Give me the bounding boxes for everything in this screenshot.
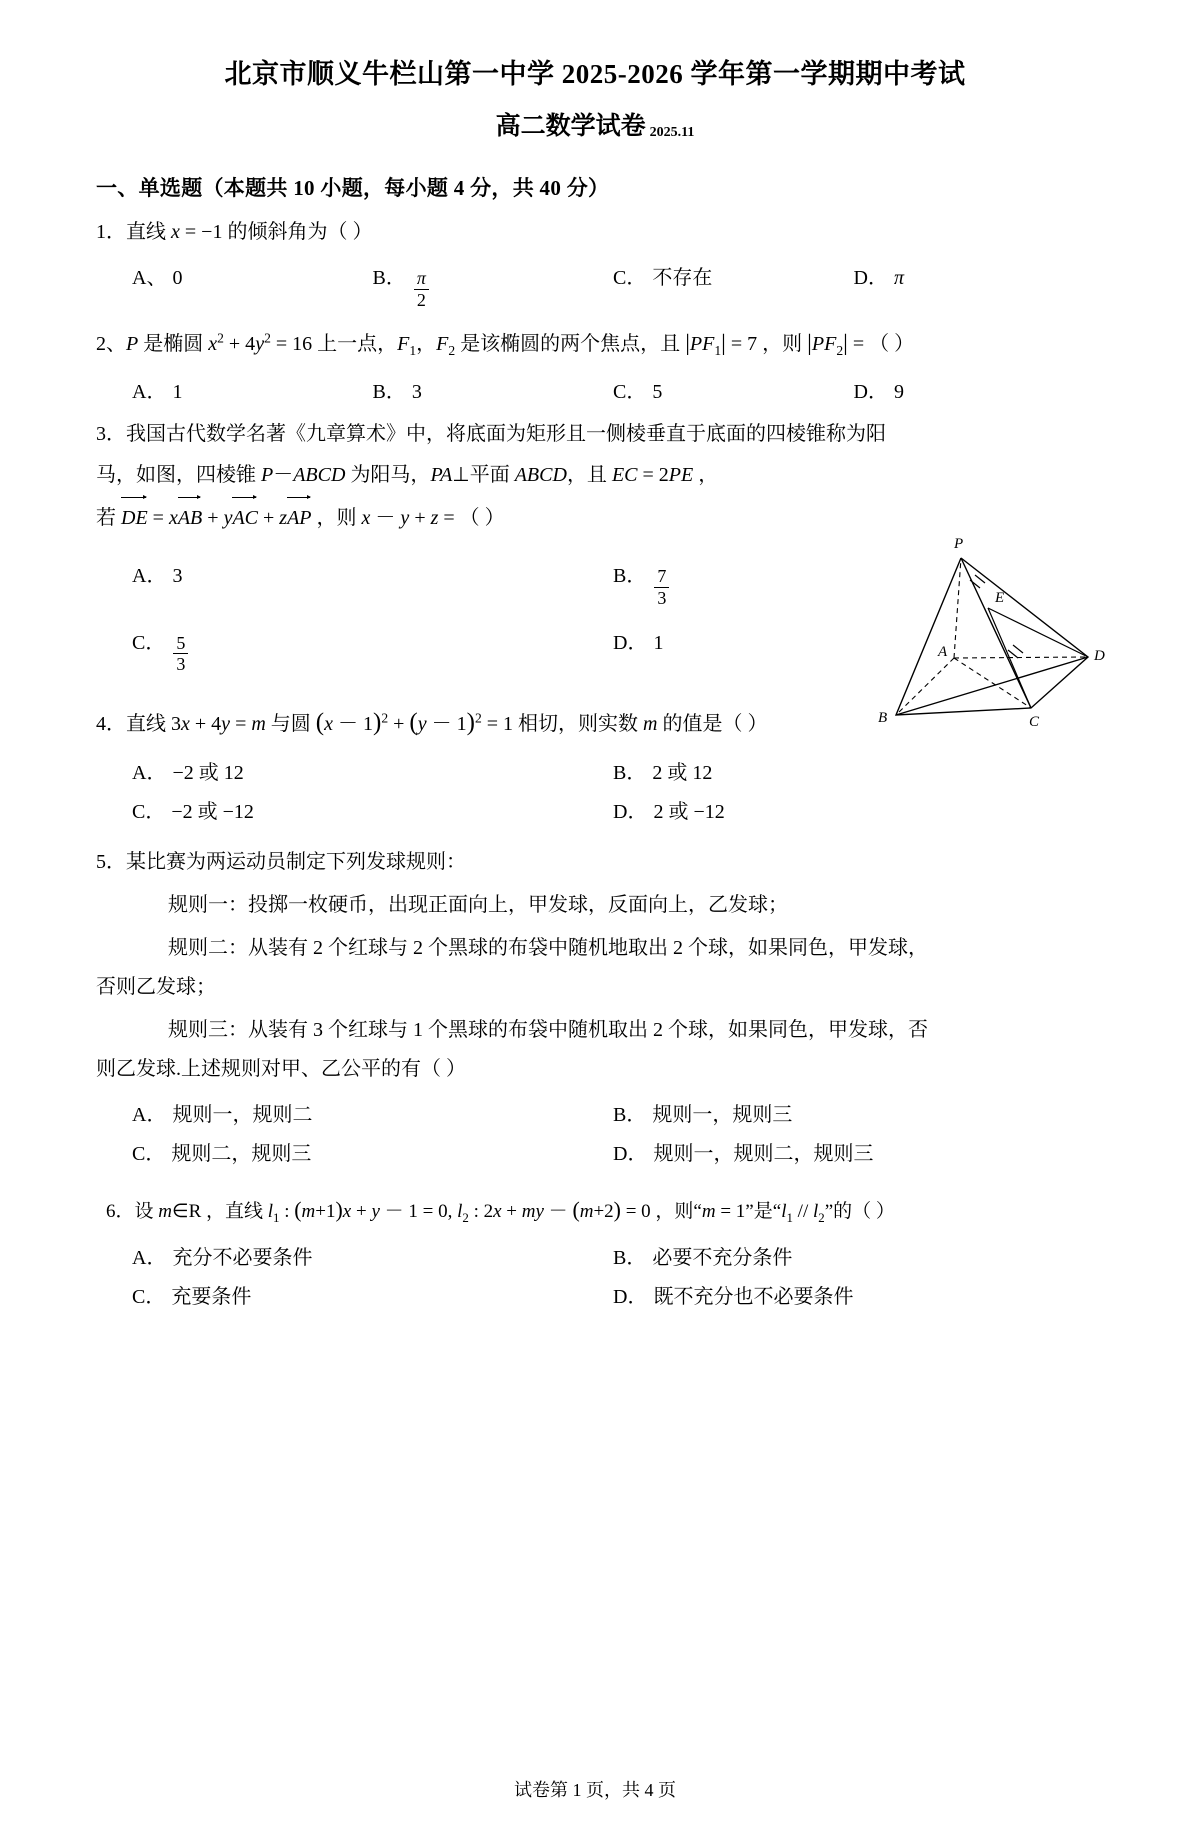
question-1-options (132, 261, 1094, 309)
section-heading: 一、单选题（本题共 10 小题，每小题 4 分，共 40 分） (96, 176, 610, 201)
question-stem: 设 m∈R ，直线 $l_1$ : (m+1)x + y － 1 = 0, $l_2$ : 2x + my － (m+2) = 0 ，则“m = 1”是“$l_1 // l_2$”的（ ） (134, 1198, 895, 1226)
question-2 (96, 322, 1094, 366)
question-5-rule-1: 规则一：投掷一枚硬币，出现正面向上，甲发球，反面向上，乙发球； (168, 894, 788, 917)
question-6 (106, 1190, 1094, 1230)
question-stem: 某比赛为两运动员制定下列发球规则： (126, 851, 466, 874)
svg-text:B: B (878, 710, 888, 726)
option-c[interactable]: C． 5 (613, 381, 663, 404)
exam-date: 2025.11 (649, 125, 695, 141)
question-1 (96, 214, 1094, 251)
option-c[interactable]: C． $\frac{5}{3}$ (132, 626, 613, 674)
question-number: 1． (96, 221, 126, 244)
fraction-5-3: $\frac{5}{3}$ (173, 633, 188, 674)
question-5-rule-3: 规则三：从装有 3 个红球与 1 个黑球的布袋中随机取出 2 个球，如果同色，甲发球，否 (168, 1019, 928, 1042)
option-d[interactable]: D． π (853, 267, 904, 290)
subject-label: 高二数学试卷 (495, 113, 646, 141)
page-footer: 试卷第 1 页，共 4 页 (514, 1780, 676, 1800)
question-4 (96, 700, 1094, 746)
fraction-pi-2: $\frac{\pi}{2}$ (414, 268, 429, 309)
option-b[interactable]: B． $\frac{\pi}{2}$ (373, 261, 614, 309)
option-a[interactable]: A． 3 (132, 565, 183, 588)
svg-text:D: D (1094, 648, 1105, 664)
svg-text:E: E (995, 590, 1005, 606)
option-c[interactable]: C． 规则二，规则三 (132, 1143, 312, 1166)
question-5-rule-3-cont: 则乙发球.上述规则对甲、乙公平的有（ ） (96, 1058, 466, 1081)
question-3 (96, 416, 1094, 453)
option-b[interactable]: B． 规则一，规则三 (613, 1104, 793, 1127)
page-subtitle (96, 106, 1094, 142)
question-stem: 直线 x = −1 的倾斜角为（ ） (126, 221, 373, 244)
question-stem: 直线 3x + 4y = m 与圆 $(x - 1)^2 + (y - 1)^2 = 1$ 相切，则实数 m 的值是（ ） (126, 709, 768, 737)
question-5-rule-2-cont: 否则乙发球； (96, 976, 216, 999)
question-5 (96, 844, 1094, 881)
question-number: 3． (96, 423, 126, 446)
option-b[interactable]: B． 2 或 12 (613, 762, 713, 785)
question-line-1: 我国古代数学名著《九章算术》中，将底面为矩形且一侧棱垂直于底面的四棱锥称为阳 (126, 423, 886, 446)
option-d[interactable]: D． 既不充分也不必要条件 (613, 1285, 854, 1308)
option-c[interactable]: C． 充要条件 (132, 1285, 252, 1308)
question-stem: P 是椭圆 $x^2 + 4y^2 = 16$ 上一点，$F_1$，$F_2$ 是该椭圆的两个焦点，且 $|PF_1| = 7$ ，则 $|PF_2|$ = （ ） (126, 329, 915, 358)
option-d[interactable]: D． 规则一，规则二，规则三 (613, 1143, 874, 1166)
question-number: 6． (106, 1201, 135, 1223)
option-c[interactable]: C． −2 或 −12 (132, 801, 254, 824)
question-4-options-row-1 (132, 756, 1094, 785)
option-b[interactable]: B． 3 (372, 381, 422, 404)
question-2-options (132, 375, 1094, 404)
svg-text:A: A (938, 644, 948, 660)
question-5-options-row-2 (132, 1137, 1094, 1166)
option-a[interactable]: A、 0 (132, 267, 183, 290)
svg-text:P: P (954, 536, 964, 552)
page-title: 北京市顺义牛栏山第一中学 2025-2026 学年第一学期期中考试 (224, 59, 966, 89)
question-5-options-row-1 (132, 1098, 1094, 1127)
option-d[interactable]: D． 2 或 −12 (613, 801, 725, 824)
option-c[interactable]: C． 不存在 (613, 267, 713, 290)
question-number: 5． (96, 851, 126, 874)
question-6-options-row-2 (132, 1280, 1094, 1309)
option-b[interactable]: B． $\frac{7}{3}$ (613, 559, 1094, 607)
svg-text:C: C (1029, 714, 1040, 730)
question-5-rule-2: 规则二：从装有 2 个红球与 2 个黑球的布袋中随机地取出 2 个球，如果同色，甲发球， (168, 937, 928, 960)
option-d[interactable]: D． 9 (853, 381, 904, 404)
question-4-options-row-2 (132, 795, 1094, 824)
question-number: 2、 (96, 332, 126, 355)
fraction-7-3: $\frac{7}{3}$ (654, 566, 669, 607)
option-a[interactable]: A． 1 (132, 381, 183, 404)
question-3-line-3: 若 DE = xAB + yAC + zAP ，则 x － y + z = （ ） (96, 498, 1094, 537)
option-a[interactable]: A． 规则一，规则二 (132, 1104, 313, 1127)
option-a[interactable]: A． 充分不必要条件 (132, 1246, 313, 1269)
question-6-options-row-1 (132, 1241, 1094, 1270)
option-d[interactable]: D． 1 (613, 631, 664, 654)
option-b[interactable]: B． 必要不充分条件 (613, 1246, 793, 1269)
question-3-line-2: 马，如图，四棱锥 P－ABCD 为阳马，PA⊥平面 ABCD，且 EC = 2PE ， (96, 464, 719, 487)
option-a[interactable]: A． −2 或 12 (132, 762, 244, 785)
question-number: 4． (96, 713, 126, 736)
